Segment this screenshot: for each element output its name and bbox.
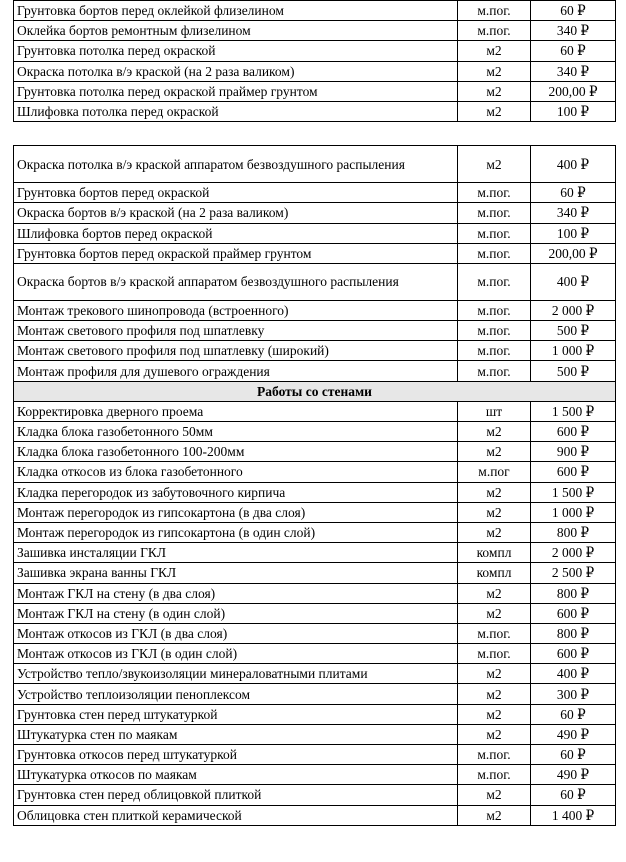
item-name-cell: Корректировка дверного проема [14,401,458,421]
price-cell: 600 ₽ [531,603,616,623]
unit-cell: м2 [458,785,531,805]
price-cell: 1 000 ₽ [531,502,616,522]
unit-cell: м2 [458,81,531,101]
table-row [14,603,616,623]
table-row [14,745,616,765]
unit-cell: м.пог. [458,644,531,664]
price-cell: 900 ₽ [531,442,616,462]
unit-cell: компл [458,543,531,563]
price-cell: 60 ₽ [531,785,616,805]
unit-cell: м2 [458,101,531,121]
item-name-cell: Устройство тепло/звукоизоляции минераловатными плитами [14,664,458,684]
item-name-cell: Монтаж ГКЛ на стену (в один слой) [14,603,458,623]
table-row [14,81,616,101]
table-row [14,462,616,482]
price-cell: 1 500 ₽ [531,482,616,502]
item-name-cell: Окраска бортов в/э краской аппаратом безвоздушного распыления [14,263,458,300]
price-cell: 60 ₽ [531,1,616,21]
section-header-row [14,381,616,401]
table-row [14,502,616,522]
item-name-cell: Штукатурка стен по маякам [14,724,458,744]
table-row [14,101,616,121]
price-cell: 60 ₽ [531,745,616,765]
table-row [14,223,616,243]
table-row [14,183,616,203]
table-row [14,21,616,41]
table-row [14,300,616,320]
item-name-cell: Кладка откосов из блока газобетонного [14,462,458,482]
unit-cell: м.пог. [458,243,531,263]
price-cell: 1 400 ₽ [531,805,616,825]
price-table-main [13,145,616,826]
unit-cell: м.пог. [458,765,531,785]
price-cell: 300 ₽ [531,684,616,704]
unit-cell: м.пог. [458,361,531,381]
price-list [13,0,615,826]
price-cell: 600 ₽ [531,422,616,442]
price-cell: 600 ₽ [531,644,616,664]
unit-cell: м2 [458,422,531,442]
table-row [14,765,616,785]
item-name-cell: Монтаж профиля для душевого ограждения [14,361,458,381]
table-row [14,422,616,442]
price-cell: 400 ₽ [531,146,616,183]
price-cell: 100 ₽ [531,101,616,121]
price-cell: 490 ₽ [531,724,616,744]
unit-cell: м2 [458,61,531,81]
unit-cell: м.пог [458,462,531,482]
unit-cell: м2 [458,41,531,61]
table-row [14,805,616,825]
item-name-cell: Штукатурка откосов по маякам [14,765,458,785]
unit-cell: м.пог. [458,745,531,765]
item-name-cell: Грунтовка бортов перед окраской [14,183,458,203]
item-name-cell: Окраска потолка в/э краской аппаратом безвоздушного распыления [14,146,458,183]
item-name-cell: Оклейка бортов ремонтным флизелином [14,21,458,41]
table-row [14,41,616,61]
item-name-cell: Кладка блока газобетонного 100-200мм [14,442,458,462]
unit-cell: м2 [458,482,531,502]
item-name-cell: Монтаж перегородок из гипсокартона (в один слой) [14,522,458,542]
item-name-cell: Монтаж перегородок из гипсокартона (в два слоя) [14,502,458,522]
item-name-cell: Шлифовка потолка перед окраской [14,101,458,121]
price-cell: 500 ₽ [531,321,616,341]
item-name-cell: Грунтовка бортов перед окраской праймер грунтом [14,243,458,263]
item-name-cell: Кладка перегородок из забутовочного кирпича [14,482,458,502]
item-name-cell: Зашивка экрана ванны ГКЛ [14,563,458,583]
price-cell: 200,00 ₽ [531,243,616,263]
item-name-cell: Устройство теплоизоляции пеноплексом [14,684,458,704]
price-cell: 200,00 ₽ [531,81,616,101]
item-name-cell: Монтаж откосов из ГКЛ (в два слоя) [14,623,458,643]
item-name-cell: Окраска бортов в/э краской (на 2 раза валиком) [14,203,458,223]
price-cell: 60 ₽ [531,704,616,724]
table-row [14,664,616,684]
table-gap [13,122,615,145]
table-row [14,61,616,81]
unit-cell: м2 [458,146,531,183]
unit-cell: м2 [458,442,531,462]
table-row [14,263,616,300]
unit-cell: м.пог. [458,21,531,41]
table-row [14,442,616,462]
price-cell: 800 ₽ [531,522,616,542]
price-cell: 800 ₽ [531,623,616,643]
table-row [14,704,616,724]
unit-cell: м.пог. [458,263,531,300]
table-row [14,684,616,704]
price-cell: 2 500 ₽ [531,563,616,583]
unit-cell: шт [458,401,531,421]
item-name-cell: Монтаж светового профиля под шпатлевку (широкий) [14,341,458,361]
item-name-cell: Грунтовка бортов перед оклейкой флизелином [14,1,458,21]
unit-cell: м2 [458,502,531,522]
price-table-top [13,0,616,122]
unit-cell: м.пог. [458,183,531,203]
unit-cell: м2 [458,724,531,744]
item-name-cell: Монтаж ГКЛ на стену (в два слоя) [14,583,458,603]
price-cell: 400 ₽ [531,664,616,684]
item-name-cell: Грунтовка откосов перед штукатуркой [14,745,458,765]
item-name-cell: Грунтовка потолка перед окраской [14,41,458,61]
table-row [14,644,616,664]
price-cell: 340 ₽ [531,21,616,41]
unit-cell: м2 [458,664,531,684]
table-row [14,785,616,805]
table-row [14,243,616,263]
price-cell: 340 ₽ [531,61,616,81]
table-row [14,203,616,223]
unit-cell: м.пог. [458,623,531,643]
table-row [14,146,616,183]
unit-cell: м.пог. [458,223,531,243]
item-name-cell: Шлифовка бортов перед окраской [14,223,458,243]
table-row [14,563,616,583]
price-cell: 800 ₽ [531,583,616,603]
unit-cell: м2 [458,805,531,825]
item-name-cell: Окраска потолка в/э краской (на 2 раза валиком) [14,61,458,81]
item-name-cell: Зашивка инсталяции ГКЛ [14,543,458,563]
price-cell: 1 000 ₽ [531,341,616,361]
price-cell: 1 500 ₽ [531,401,616,421]
table-row [14,543,616,563]
price-cell: 600 ₽ [531,462,616,482]
unit-cell: м2 [458,522,531,542]
unit-cell: м.пог. [458,321,531,341]
item-name-cell: Облицовка стен плиткой керамической [14,805,458,825]
item-name-cell: Грунтовка стен перед облицовкой плиткой [14,785,458,805]
item-name-cell: Монтаж откосов из ГКЛ (в один слой) [14,644,458,664]
unit-cell: м.пог. [458,300,531,320]
item-name-cell: Монтаж светового профиля под шпатлевку [14,321,458,341]
unit-cell: компл [458,563,531,583]
unit-cell: м.пог. [458,341,531,361]
unit-cell: м2 [458,603,531,623]
item-name-cell: Грунтовка стен перед штукатуркой [14,704,458,724]
table-row [14,482,616,502]
unit-cell: м.пог. [458,1,531,21]
price-cell: 490 ₽ [531,765,616,785]
section-title: Работы со стенами [14,381,616,401]
price-cell: 2 000 ₽ [531,543,616,563]
price-cell: 60 ₽ [531,183,616,203]
item-name-cell: Монтаж трекового шинопровода (встроенного) [14,300,458,320]
unit-cell: м.пог. [458,203,531,223]
price-cell: 100 ₽ [531,223,616,243]
item-name-cell: Кладка блока газобетонного 50мм [14,422,458,442]
price-cell: 60 ₽ [531,41,616,61]
unit-cell: м2 [458,704,531,724]
item-name-cell: Грунтовка потолка перед окраской праймер грунтом [14,81,458,101]
price-cell: 400 ₽ [531,263,616,300]
table-row [14,724,616,744]
price-cell: 500 ₽ [531,361,616,381]
unit-cell: м2 [458,684,531,704]
unit-cell: м2 [458,583,531,603]
price-cell: 2 000 ₽ [531,300,616,320]
table-row [14,522,616,542]
table-row [14,401,616,421]
table-row [14,623,616,643]
table-row [14,583,616,603]
table-row [14,321,616,341]
table-row [14,341,616,361]
price-cell: 340 ₽ [531,203,616,223]
table-row [14,1,616,21]
table-row [14,361,616,381]
